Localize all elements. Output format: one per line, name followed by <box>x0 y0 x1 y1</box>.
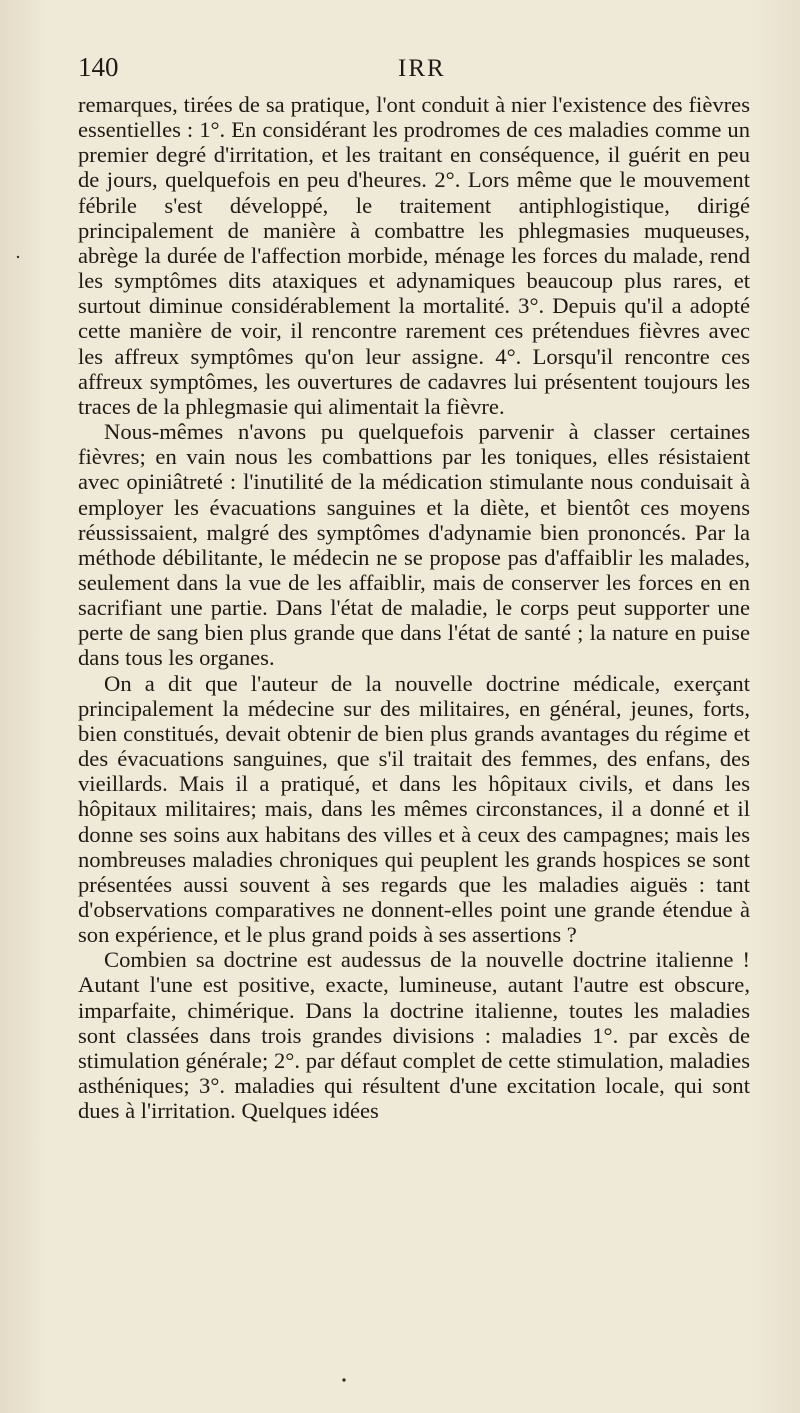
paper-speck <box>17 256 19 258</box>
running-title: IRR <box>398 55 446 82</box>
paragraph: remarques, tirées de sa pratique, l'ont conduit à nier l'existence des fièvres essentielles : 1°. En considérant les prodromes de ces maladies comme un premier degré d'irritation, et les traitant en conséquence, il guérit en peu de jours, quelquefois en peu d'heures. 2°. Lors même que le mouvement fébrile s'est développé, le traitement antiphlogistique, dirigé principalement de manière à combattre les phlegmasies muqueuses, abrège la durée de l'affection morbide, ménage les forces du malade, rend les symptômes dits ataxiques et adynamiques beaucoup plus rares, et surtout diminue considérablement la mortalité. 3°. Depuis qu'il a adopté cette manière de voir, il rencontre rarement ces prétendues fièvres avec les affreux symptômes qu'on leur assigne. 4°. Lorsqu'il rencontre ces affreux symptômes, les ouvertures de cadavres lui présentent toujours les traces de la phlegmasie qui alimentait la fièvre. <box>78 92 750 419</box>
paragraph: Combien sa doctrine est audessus de la nouvelle doctrine italienne ! Autant l'une est positive, exacte, lumineuse, autant l'autre est obscure, imparfaite, chimérique. Dans la doctrine italienne, toutes les maladies sont classées dans trois grandes divisions : maladies 1°. par excès de stimulation générale; 2°. par défaut complet de cette stimulation, maladies asthéniques; 3°. maladies qui résultent d'une excitation locale, qui sont dues à l'irritation. Quelques idées <box>78 947 750 1124</box>
paragraph: Nous-mêmes n'avons pu quelquefois parvenir à classer certaines fièvres; en vain nous les combattions par les toniques, elles résistaient avec opiniâtreté : l'inutilité de la médication stimulante nous conduisait à employer les évacuations sanguines et la diète, et bientôt ces moyens réussissaient, malgré des symptômes d'adynamie bien prononcés. Par la méthode débilitante, le médecin ne se propose pas d'affaiblir les malades, seulement dans la vue de les affaiblir, mais de conserver les forces en en sacrifiant une partie. Dans l'état de maladie, le corps peut supporter une perte de sang bien plus grande que dans l'état de santé ; la nature en puise dans tous les organes. <box>78 419 750 671</box>
paragraph: On a dit que l'auteur de la nouvelle doctrine médicale, exerçant principalement la médecine sur des militaires, en général, jeunes, forts, bien constitués, devait obtenir de bien plus grands avantages du régime et des évacuations sanguines, que s'il traitait des femmes, des enfans, des vieillards. Mais il a pratiqué, et dans les hôpitaux civils, et dans les hôpitaux militaires; mais, dans les mêmes circonstances, il a donné et il donne ses soins aux habitans des villes et à ceux des campagnes; mais les nombreuses maladies chroniques qui peuplent les grands hospices se sont présentées aussi souvent à ses regards que les maladies aiguës : tant d'observations comparatives ne donnent-elles point une grande étendue à son expérience, et le plus grand poids à ses assertions ? <box>78 670 750 948</box>
paper-speck <box>342 1378 345 1381</box>
page-number: 140 <box>78 52 119 82</box>
